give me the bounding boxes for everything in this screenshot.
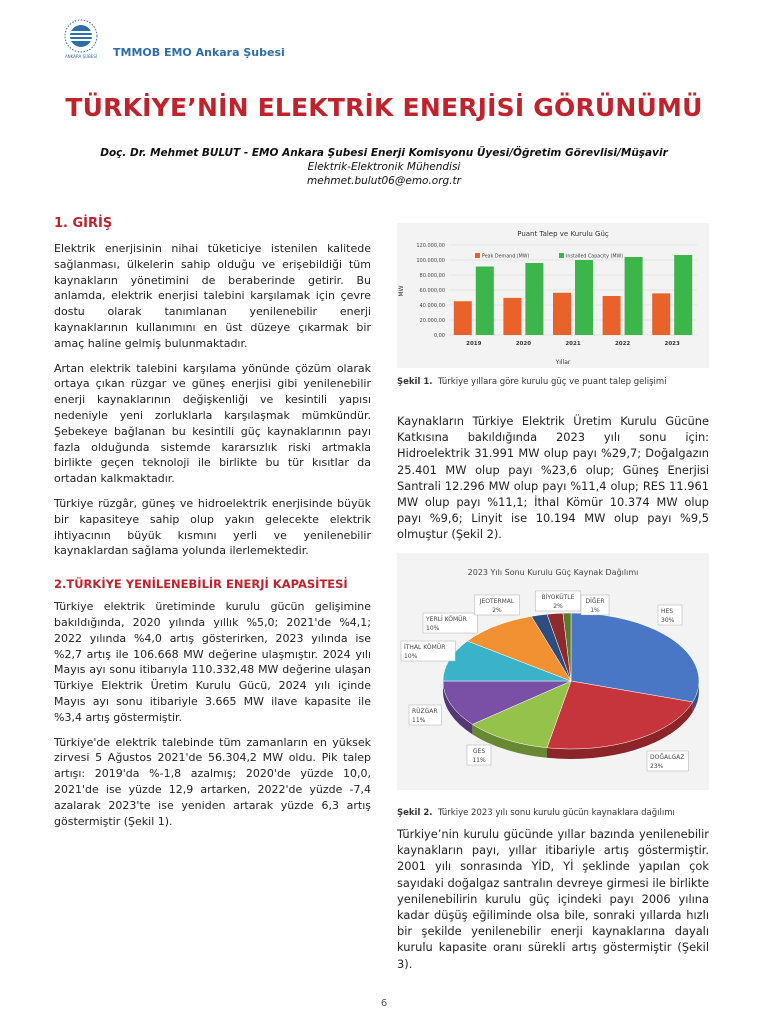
paragraph: Artan elektrik talebini karşılama yönünde çözüm olarak ortaya çıkan rüzgar ve güneş enerjisi gibi yenilenebilir enerji kaynaklarının değişkenliği ve kesintili yapısı nedeniyle yeni zorluklarla karşılaşmak mümkündür. Şebekeye bağlanan bu kesintili güç kaynaklarının payı fazla olduğunda sistemde kararsızlık riski artmakla birlikte geçen teknoloji ile birlikte bu tür kısıtlar da ortadan kalkmaktadır. (54, 361, 371, 486)
pie-label-pct: 23% (650, 763, 664, 770)
pie-label (647, 751, 688, 771)
y-tick-label: 20.000,00 (419, 318, 445, 324)
pie-label (581, 595, 609, 615)
pie-label-pct: 10% (404, 653, 418, 660)
y-tick-label: 0,00 (433, 333, 445, 339)
x-tick-label: 2021 (565, 341, 581, 347)
pie-label (467, 745, 491, 765)
pie-label-pct: 30% (661, 617, 675, 624)
paragraph: Türkiye'de elektrik talebinde tüm zamanların en yüksek zirvesi 5 Ağustos 2021'de 56.304,2 MW oldu. Pik talep artışı: 2019'da %-1,8 azalmış; 2020'de yüzde 10,0, 2021'de ise yüzde 12,9 artarken, 2022'de yüzde -7,4 azalarak 2023'te ise yeniden artarak yüzde 6,3 artış göstermiştir (Şekil 1). (54, 735, 371, 828)
pie-label-pct: 2% (553, 603, 563, 610)
pie-label (535, 591, 581, 611)
legend-swatch (559, 253, 564, 258)
pie-label (658, 605, 682, 625)
bar-peak-demand (503, 298, 521, 335)
bar-installed-capacity (476, 267, 494, 335)
author-title: Elektrik-Elektronik Mühendisi (307, 161, 461, 173)
paragraph: Türkiye rüzgâr, güneş ve hidroelektrik enerjisinde büyük bir kapasiteye sahip olup yakın gelecekte elektrik ihtiyacının büyük kısmını yerli ve yenilenebilir kaynaklardan sağlama yolunda ilerlemektedir. (54, 496, 371, 558)
caption-label: Şekil 2. (397, 808, 433, 818)
right-column-top (397, 413, 709, 552)
paragraph: Kaynakların Türkiye Elektrik Üretim Kurulu Gücüne Katkısına bakıldığında 2023 yılı sonu için: Hidroelektrik 31.991 MW olup payı %29,7; Doğalgazın 25.401 MW olup payı %23,6 olup; Güneş Enerjisi Santrali 12.296 MW olup payı %11,4 olup; RES 11.961 MW olup payı %11,1; İthal Kömür 10.374 MW olup payı %9,6; Linyit ise 10.194 MW olup payı %9,5 olmuştur (Şekil 2). (397, 414, 709, 542)
pie-label-pct: 2% (492, 607, 502, 614)
paragraph: Elektrik enerjisinin nihai tüketiciye istenilen kalitede sağlanması, ülkelerin sahip olduğu ve erişebildiği tüm kaynakların yönetimini de beraberinde getirir. Bu anlamda, elektrik enerjisi talebini karşılamak için çevre dostu olarak tanımlanan yenilenebilir enerji kaynaklarının kullanımını en üst düzeye çıkarmak bir amaç haline gelmiş bulunmaktadır. (54, 242, 371, 350)
pie-label (401, 641, 455, 661)
x-tick-label: 2023 (664, 341, 680, 347)
figure-caption-1 (397, 377, 709, 387)
pie-chart-capacity-sources (397, 553, 709, 790)
pie-label-pct: 1% (590, 607, 600, 614)
x-axis-label: Yıllar (555, 359, 571, 366)
legend-entry: Peak Demand (MW) (482, 254, 530, 260)
author-line: Doç. Dr. Mehmet BULUT - EMO Ankara Şubesi Enerji Komisyonu Üyesi/Öğretim Görevlisi/Müşavir (100, 147, 668, 159)
paragraph: Türkiye’nin kurulu gücünde yıllar bazında yenilenebilir kaynakların payı, yıllar itibariyle artış göstermiştir. 2001 yılı sonrasında YİD, Yİ şeklinde yapılan çok sayıdaki doğalgaz santralın devreye girmesi ile birlikte yenilenebilirin kurulu güç içindeki payı 2006 yılına kadar düşüş eğiliminde olsa bile, sonraki yıllarda hızlı bir şekilde yenilenebilir enerji kaynaklarına dayalı kurulu kapasite oranı sürekli artış göstermiştir (Şekil 3). (397, 827, 709, 971)
pie-label-pct: 11% (412, 717, 426, 724)
y-axis-label: MW (398, 285, 405, 297)
pie-label-pct: 10% (426, 625, 440, 632)
bar-chart-peak-capacity (397, 223, 709, 368)
section-heading-intro: 1. GİRİŞ (54, 216, 113, 231)
legend-entry: Installed Capacity (MW) (566, 254, 624, 260)
bar-peak-demand (652, 293, 670, 335)
bar-installed-capacity (625, 257, 643, 335)
org-name: TMMOB EMO Ankara Şubesi (113, 46, 285, 59)
pie-label-name: GES (472, 748, 486, 755)
caption-label: Şekil 1. (397, 377, 433, 387)
right-column-bottom (397, 826, 709, 981)
y-tick-label: 80.000,00 (419, 273, 445, 279)
bar-peak-demand (553, 293, 571, 335)
pie-label (474, 595, 520, 615)
pie-label (423, 613, 477, 633)
figure-caption-2 (397, 808, 709, 818)
emo-logo (58, 14, 104, 60)
pie-label-name: HES (661, 608, 674, 615)
page-number: 6 (380, 998, 388, 1009)
pie-label-name: İTHAL KÖMÜR (404, 644, 446, 651)
left-column (54, 206, 371, 838)
x-tick-label: 2022 (614, 341, 631, 347)
bar-installed-capacity (525, 263, 543, 335)
x-tick-label: 2019 (466, 341, 482, 347)
chart-title: Puant Talep ve Kurulu Güç (517, 230, 609, 238)
pie-label-name: DOĞALGAZ (650, 754, 685, 761)
y-tick-label: 60.000,00 (419, 288, 445, 294)
y-tick-label: 120.000,00 (416, 243, 445, 249)
pie-label-pct: 11% (472, 757, 486, 764)
bar-peak-demand (603, 296, 621, 335)
pie-label-name: RÜZGAR (412, 708, 438, 715)
pie-label-name: BİYOKÜTLE (541, 594, 575, 601)
pie-label-name: DİĞER (585, 598, 605, 605)
bar-installed-capacity (575, 260, 593, 335)
caption-text: Türkiye yıllara göre kurulu güç ve puant talep gelişimi (437, 377, 667, 387)
section-heading-renewable: 2.TÜRKİYE YENİLENEBİLİR ENERJİ KAPASİTESİ (54, 577, 348, 592)
x-tick-label: 2020 (515, 341, 532, 347)
paragraph: Türkiye elektrik üretiminde kurulu gücün gelişimine bakıldığında, 2020 yılında yıllık %5,0; 2021'de %4,1; 2022 yılında %4,0 artış gösterirken, 2023 yılında ise %2,7 artış ile 106.668 MW değerine ulaşmıştır. 2024 yılı Mayıs ayı sonu itibarıyla 110.332,48 MW değerine ulaşan Türkiye Elektrik Üretim Kurulu Gücü, 2024 yılı içinde Mayıs ayı sonu itibariyle 3.665 MW ilave kapasite ile %3,4 artış göstermiştir. (54, 600, 371, 724)
bar-installed-capacity (674, 255, 692, 335)
pie-label-name: YERLİ KÖMÜR (426, 616, 467, 623)
chart-title: 2023 Yılı Sonu Kurulu Güç Kaynak Dağılımı (467, 568, 639, 577)
bar-peak-demand (454, 301, 472, 335)
legend-swatch (475, 253, 480, 258)
y-tick-label: 40.000,00 (419, 303, 445, 309)
caption-text: Türkiye 2023 yılı sonu kurulu gücün kaynaklara dağılımı (437, 808, 675, 818)
article-title: TÜRKİYE’NİN ELEKTRİK ENERJİSİ GÖRÜNÜMÜ (65, 93, 703, 122)
y-tick-label: 100.000,00 (416, 258, 445, 264)
logo-text: ANKARA ŞUBESİ (64, 54, 98, 59)
author-email: mehmet.bulut06@emo.org.tr (307, 175, 461, 187)
pie-label-name: JEOTERMAL (479, 598, 515, 605)
pie-label (409, 705, 441, 725)
